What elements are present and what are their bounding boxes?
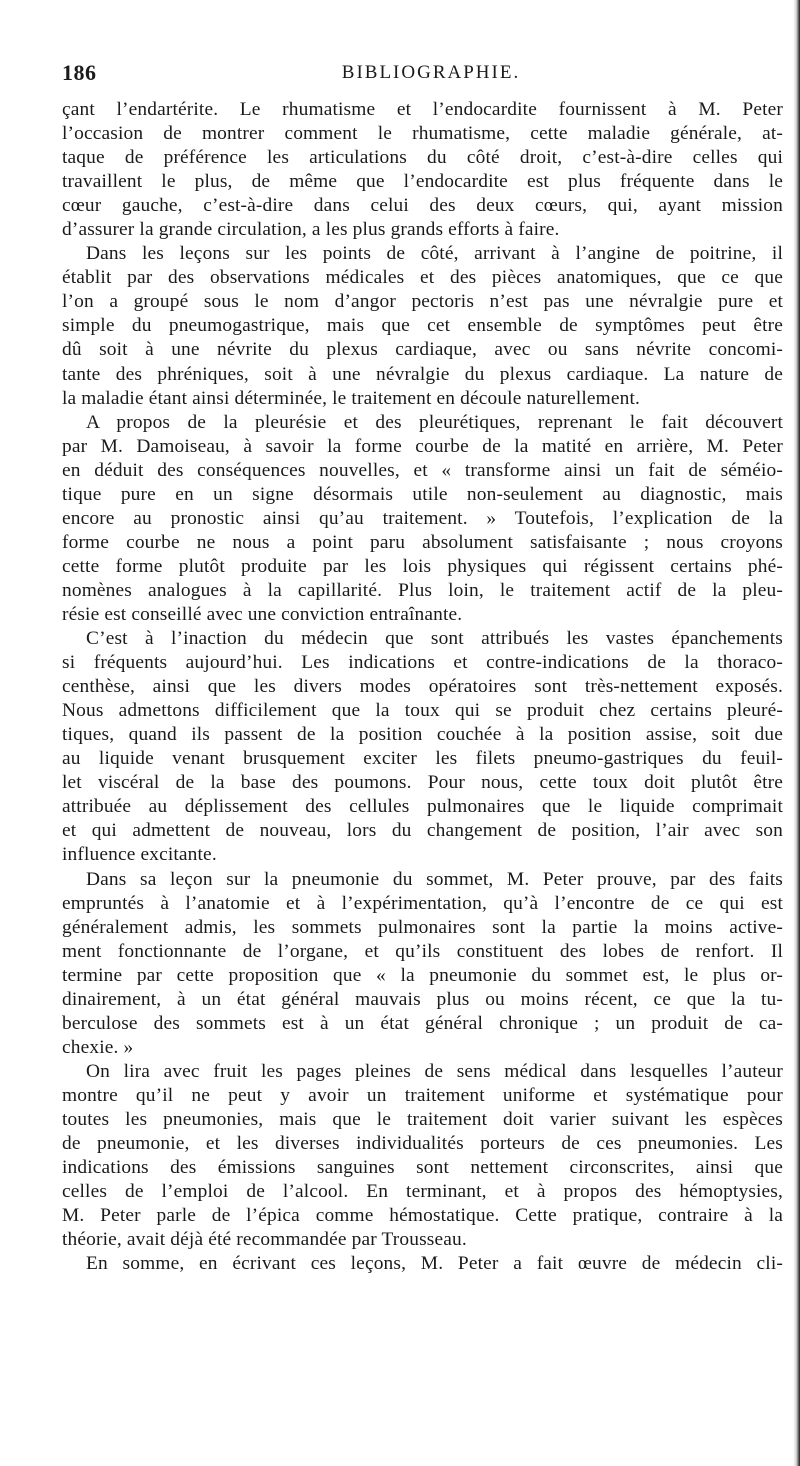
text-line: indications des émissions sanguines sont nettement circonscrites, ainsi que <box>62 1157 783 1179</box>
text-line: par M. Damoiseau, à savoir la forme courbe de la matité en arrière, M. Peter <box>62 435 783 457</box>
text-line: cœur gauche, c’est-à-dire dans celui des deux cœurs, qui, ayant mission <box>62 195 783 217</box>
text-line: si fréquents aujourd’hui. Les indications et contre-indications de la thoraco- <box>62 652 783 674</box>
running-title: BIBLIOGRAPHIE. <box>341 62 521 83</box>
page-number: 186 <box>62 60 97 85</box>
text-line: influence excitante. <box>62 844 217 866</box>
text-line: C’est à l’inaction du médecin que sont attribués les vastes épanchements <box>86 628 783 650</box>
text-line: ment fonctionnante de l’organe, et qu’ils constituent des lobes de renfort. Il <box>62 940 783 962</box>
text-line: taque de préférence les articulations du côté droit, c’est-à-dire celles qui <box>62 147 783 169</box>
running-head <box>62 60 780 90</box>
text-line: Nous admettons difficilement que la toux qui se produit chez certains pleuré- <box>62 700 783 722</box>
text-line: centhèse, ainsi que les divers modes opératoires sont très-nettement exposés. <box>62 676 783 698</box>
text-line: montre qu’il ne peut y avoir un traitement uniforme et systématique pour <box>62 1084 783 1106</box>
text-line: tiques, quand ils passent de la position couchée à la position assise, soit due <box>62 724 783 746</box>
text-line: A propos de la pleurésie et des pleurétiques, reprenant le fait découvert <box>86 411 783 433</box>
text-line: l’occasion de montrer comment le rhumatisme, cette maladie générale, at- <box>62 123 783 145</box>
text-line: résie est conseillé avec une conviction entraînante. <box>62 603 463 625</box>
text-line: travaillent le plus, de même que l’endocardite est plus fréquente dans le <box>62 171 783 193</box>
text-line: çant l’endartérite. Le rhumatisme et l’endocardite fournissent à M. Peter <box>62 99 783 120</box>
text-line: berculose des sommets est à un état général chronique ; un produit de ca- <box>62 1012 783 1034</box>
text-line: d’assurer la grande circulation, a les plus grands efforts à faire. <box>62 219 560 241</box>
text-line: dinairement, à un état général mauvais plus ou moins récent, ce que la tu- <box>62 988 783 1010</box>
text-line: tique pure en un signe désormais utile non-seulement au diagnostic, mais <box>62 483 783 505</box>
text-line: l’on a groupé sous le nom d’angor pectoris n’est pas une névralgie pure et <box>62 291 783 313</box>
text-line: au liquide venant brusquement exciter les filets pneumo-gastriques du feuil- <box>62 748 783 770</box>
text-line: théorie, avait déjà été recommandée par Trousseau. <box>62 1229 467 1251</box>
text-line: nomènes analogues à la capillarité. Plus loin, le traitement actif de la pleu- <box>62 579 783 601</box>
text-line: let viscéral de la base des poumons. Pour nous, cette toux doit plutôt être <box>62 772 783 794</box>
text-line: termine par cette proposition que « la pneumonie du sommet est, le plus or- <box>62 964 783 986</box>
text-line: En somme, en écrivant ces leçons, M. Peter a fait œuvre de médecin cli- <box>86 1253 783 1275</box>
text-line: chexie. » <box>62 1036 134 1058</box>
text-line: On lira avec fruit les pages pleines de sens médical dans lesquelles l’auteur <box>86 1060 783 1082</box>
text-line: empruntés à l’anatomie et à l’expérimentation, qu’à l’encontre de ce qui est <box>62 892 783 914</box>
text-line: Dans sa leçon sur la pneumonie du sommet, M. Peter prouve, par des faits <box>86 868 783 890</box>
text-line: en déduit des conséquences nouvelles, et « transforme ainsi un fait de séméio- <box>62 459 783 481</box>
text-line: toutes les pneumonies, mais que le traitement doit varier suivant les espèces <box>62 1108 783 1130</box>
text-line: M. Peter parle de l’épica comme hémostatique. Cette pratique, contraire à la <box>62 1205 783 1227</box>
text-line: forme courbe ne nous a point paru absolument satisfaisante ; nous croyons <box>62 531 783 553</box>
scan-edge <box>793 0 800 1466</box>
text-line: dû soit à une névrite du plexus cardiaque, avec ou sans névrite concomi- <box>62 339 783 361</box>
text-line: généralement admis, les sommets pulmonaires sont la partie la moins active- <box>62 916 783 938</box>
body-text <box>62 98 783 1276</box>
text-line: et qui admettent de nouveau, lors du changement de position, l’air avec son <box>62 820 783 842</box>
text-line: simple du pneumogastrique, mais que cet ensemble de symptômes peut être <box>62 315 783 337</box>
text-line: de pneumonie, et les diverses individualités porteurs de ces pneumonies. Les <box>62 1133 783 1155</box>
text-line: encore au pronostic ainsi qu’au traitement. » Toutefois, l’explication de la <box>62 507 783 529</box>
text-line: cette forme plutôt produite par les lois physiques qui régissent certains phé- <box>62 555 783 577</box>
text-line: attribuée au déplissement des cellules pulmonaires que le liquide comprimait <box>62 796 783 818</box>
text-line: la maladie étant ainsi déterminée, le traitement en découle naturellement. <box>62 387 641 409</box>
text-line: tante des phréniques, soit à une névralgie du plexus cardiaque. La nature de <box>62 363 783 385</box>
text-line: Dans les leçons sur les points de côté, arrivant à l’angine de poitrine, il <box>86 243 783 265</box>
text-line: celles de l’emploi de l’alcool. En terminant, et à propos des hémoptysies, <box>62 1181 783 1203</box>
text-line: établit par des observations médicales et des pièces anatomiques, que ce que <box>62 267 783 289</box>
